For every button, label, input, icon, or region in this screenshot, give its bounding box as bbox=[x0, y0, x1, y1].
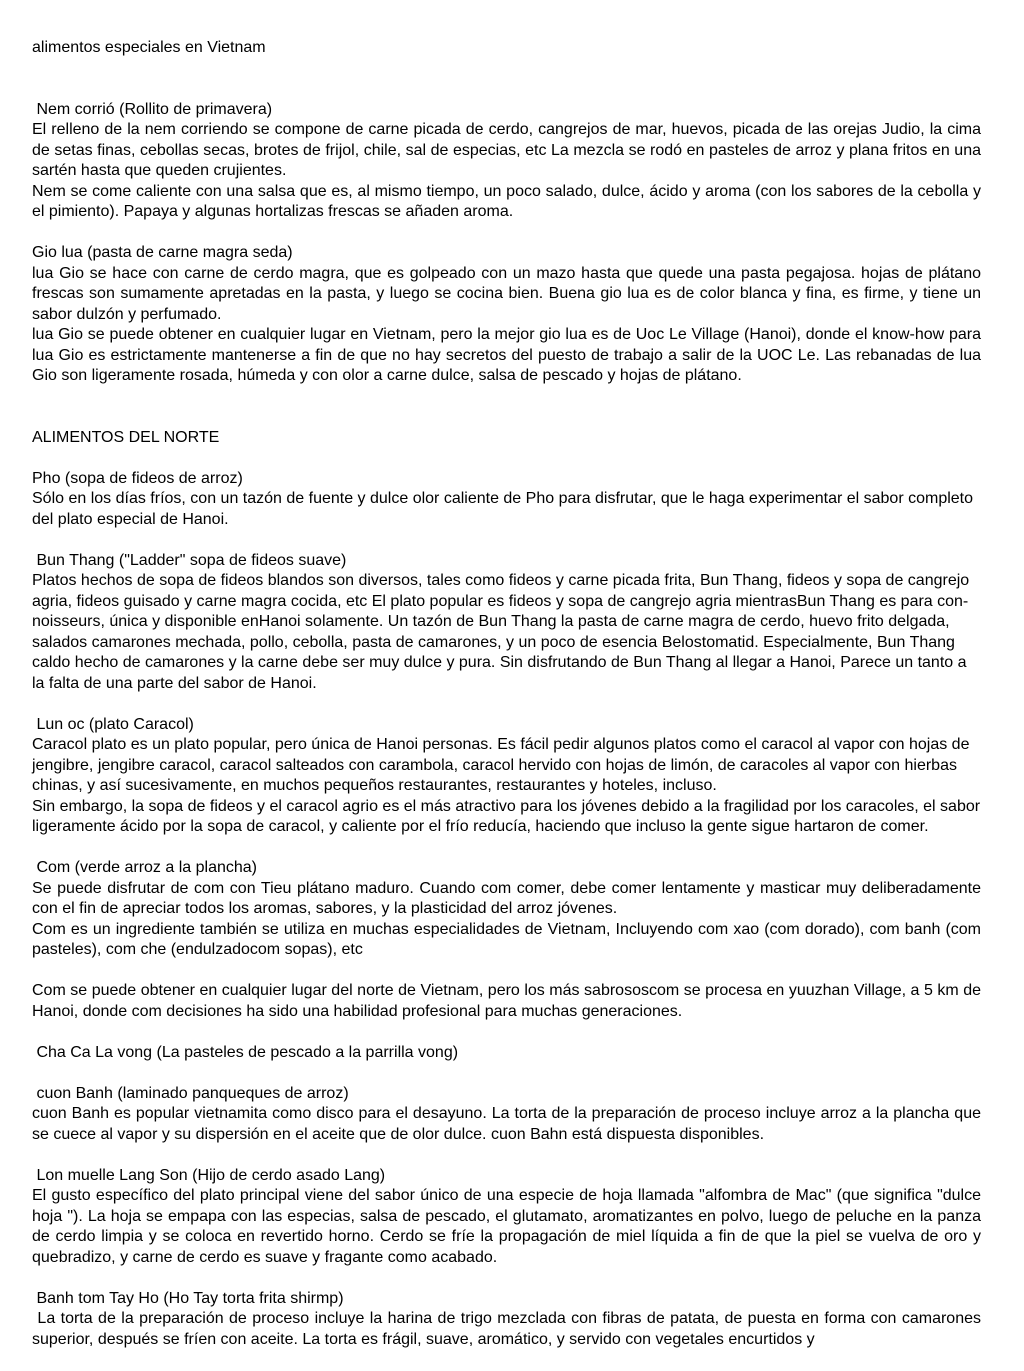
entry-heading: cuon Banh (laminado panqueques de arroz) bbox=[32, 1084, 349, 1102]
entry-com bbox=[32, 858, 981, 961]
entry-paragraph: lua Gio se hace con carne de cerdo magra, que es golpeado con un mazo hasta que quede una pasta pegajosa. hojas de plátano frescas son sumamente apretadas en la pasta, y luego se cocina bien. Buena gio lua es de color blanca y fina, es firme, y tiene un sabor dulzón y perfumado. bbox=[32, 264, 981, 323]
entry-nem-corrio bbox=[32, 100, 981, 223]
entry-lon-muelle bbox=[32, 1166, 981, 1269]
entry-bun-thang bbox=[32, 551, 981, 695]
document-page bbox=[32, 38, 986, 1371]
entry-paragraph: El relleno de la nem corriendo se compone de carne picada de cerdo, cangrejos de mar, huevos, picada de las orejas Judio, la cima de setas finas, cebollas secas, brotes de frijol, chile, sal de especias, etc La mezcla se rodó en pasteles de arroz y plana fritos en una sartén hasta que queden crujientes. bbox=[32, 121, 981, 179]
entry-heading: Com (verde arroz a la plancha) bbox=[32, 859, 257, 876]
entry-paragraph: Se puede disfrutar de com con Tieu plátano maduro. Cuando com comer, debe comer lentamente y masticar muy deliberadamente con el fin de apreciar todos los aromas, sabores, y la plasticidad del arroz jóvenes. bbox=[32, 879, 981, 917]
entry-paragraph: Platos hechos de sopa de fideos blandos son diversos, tales como fideos y carne picada frita, Bun Thang, fideos y sopa de cangrejo agria, fideos guisado y carne magra cocida, etc El plato popular es fideos y sopa de cangrejo agria mientrasBun Thang es para con- noisseurs, única y disponible enHanoi solamente. Un tazón de Bun Thang la pasta de carne magra de cerdo, huevo frito delgada, salados camarones mechada, pollo, cebolla, pasta de camarones, y un poco de esencia Belostomatid. Especialmente, Bun Thang caldo hecho de camarones y la carne debe ser muy dulce y pura. Sin disfrutando de Bun Thang al llegar a Hanoi, Parece un tanto a la falta de una parte del sabor de Hanoi. bbox=[32, 572, 970, 692]
entry-paragraph: Com se puede obtener en cualquier lugar del norte de Vietnam, pero los más sabrososcom se procesa en yuuzhan Village, a 5 km de Hanoi, donde com decisiones ha sido una habilidad profesional para muchas generaciones. bbox=[32, 982, 981, 1020]
entry-banh-tom bbox=[32, 1289, 986, 1351]
entry-lun-oc bbox=[32, 715, 981, 838]
entry-paragraph: lua Gio se puede obtener en cualquier lugar en Vietnam, pero la mejor gio lua es de Uoc Le Village (Hanoi), donde el know-how para lua Gio es estrictamente mantenerse a fin de que no hay secretos del puesto de trabajo a salir de la UOC Le. Las rebanadas de lua Gio son ligeramente rosada, húmeda y con olor a carne dulce, salsa de pescado y hojas de plátano. bbox=[32, 326, 981, 384]
entry-paragraph: Nem se come caliente con una salsa que es, al mismo tiempo, un poco salado, dulce, ácido y aroma (con los sabores de la cebolla y el pimiento). Papaya y algunas hortalizas frescas se añaden aroma. bbox=[32, 182, 981, 220]
entry-heading: Nem corrió (Rollito de primavera) bbox=[32, 100, 273, 118]
entry-heading: Cha Ca La vong (La pasteles de pescado a la parrilla vong) bbox=[32, 1043, 459, 1061]
entry-heading: Pho (sopa de fideos de arroz) bbox=[32, 469, 243, 487]
entry-heading: Lun oc (plato Caracol) bbox=[32, 715, 194, 733]
entry-paragraph: Sin embargo, la sopa de fideos y el caracol agrio es el más atractivo para los jóvenes debido a la fragilidad por los caracoles, el sabor ligeramente ácido por la sopa de caracol, y caliente por el frío reducía, haciendo que incluso la gente sigue hartaron de comer. bbox=[32, 797, 981, 835]
entry-gio-lua bbox=[32, 243, 981, 387]
entry-pho bbox=[32, 469, 981, 531]
entry-heading: Lon muelle Lang Son (Hijo de cerdo asado Lang) bbox=[32, 1166, 386, 1184]
document-title: alimentos especiales en Vietnam bbox=[32, 39, 266, 56]
entry-paragraph: El gusto específico del plato principal viene del sabor único de una especie de hoja llamada "alfombra de Mac" (que significa "dulce hoja "). La hoja se empapa con las especias, salsa de pescado, el glutamato, aromatizantes en polvo, luego de peluche en la panza de cerdo limpia y se coloca en revertido horno. Cerdo se fríe la propagación de miel líquida a fin de que la piel se vuelva de oro y quebradizo, y carne de cerdo es suave y fragante como acabado. bbox=[32, 1187, 981, 1266]
entry-com-availability bbox=[32, 981, 981, 1022]
entry-heading: Bun Thang ("Ladder" sopa de fideos suave) bbox=[32, 551, 347, 569]
entry-heading: Banh tom Tay Ho (Ho Tay torta frita shirmp) bbox=[32, 1289, 344, 1307]
entry-heading: Gio lua (pasta de carne magra seda) bbox=[32, 244, 293, 261]
entry-paragraph: La torta de la preparación de proceso incluye la harina de trigo mezclada con fibras de patata, de puesta en forma con camarones superior, después se fríen con aceite. La torta es frágil, suave, aromático, y servido con vegetales encurtidos y bbox=[32, 1310, 986, 1348]
section-heading-north: ALIMENTOS DEL NORTE bbox=[32, 428, 220, 446]
entry-paragraph: Caracol plato es un plato popular, pero única de Hanoi personas. Es fácil pedir algunos platos como el caracol al vapor con hojas de jengibre, jengibre caracol, caracol salteados con carambola, caracol hervido con hojas de limón, de caracoles al vapor con hierbas chinas, y así sucesivamente, en muchos pequeños restaurantes, restaurantes y hoteles, incluso. bbox=[32, 736, 970, 794]
entry-cha-ca bbox=[32, 1043, 981, 1064]
entry-paragraph: Sólo en los días fríos, con un tazón de fuente y dulce olor caliente de Pho para disfrutar, que le haga experimentar el sabor completo del plato especial de Hanoi. bbox=[32, 490, 974, 528]
entry-paragraph: cuon Banh es popular vietnamita como disco para el desayuno. La torta de la preparación de proceso incluye arroz a la plancha que se cuece al vapor y su dispersión en el aceite que de olor dulce. cuon Bahn está dispuesta disponibles. bbox=[32, 1105, 981, 1143]
entry-paragraph: Com es un ingrediente también se utiliza en muchas especialidades de Vietnam, Incluyendo com xao (com dorado), com banh (com pasteles), com che (endulzadocom sopas), etc bbox=[32, 920, 981, 958]
entry-cuon-banh bbox=[32, 1084, 981, 1146]
